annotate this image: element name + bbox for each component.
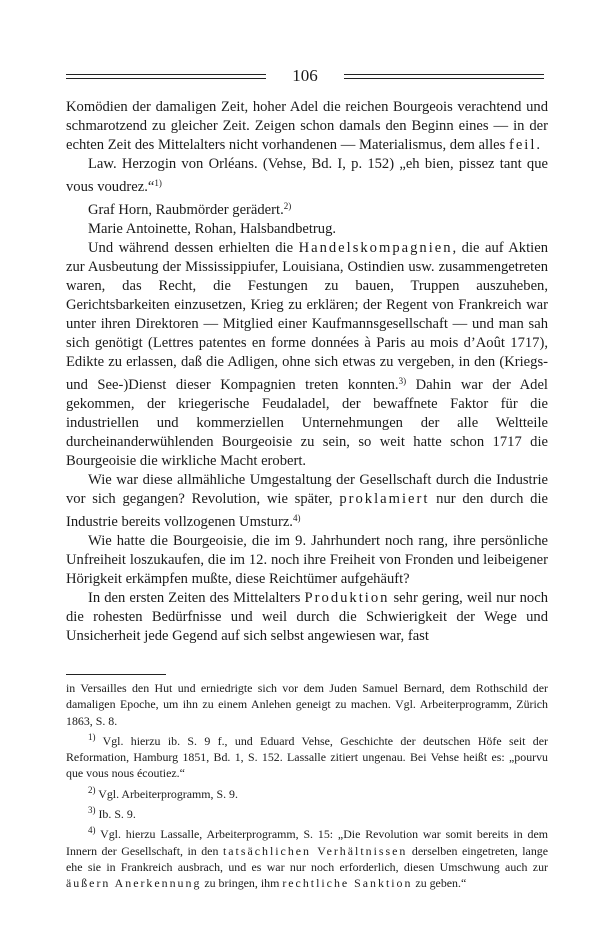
text-run: zu geben.“ xyxy=(412,876,467,891)
text-run: Law. Herzogin von Orléans. (Vehse, Bd. I, p. 152) „eh bien, pissez tant que vous voudrez.“ xyxy=(66,156,548,195)
footnote-mark: 4) xyxy=(88,825,96,836)
spaced-emphasis: Handelskompagnien xyxy=(298,240,453,256)
footnote-continuation: in Versailles den Hut und erniedrigte sich vor dem Juden Samuel Bernard, dem Rothschild der damaligen Epoche, um ihn zu einem Anlehen geneigt zu machen. Vgl. Arbeiterprogramm, Zürich 1863, S. 8. xyxy=(66,681,548,728)
footnote-ref: 3) xyxy=(398,376,407,386)
paragraph xyxy=(66,155,548,197)
paragraph xyxy=(66,589,548,646)
page-number: 106 xyxy=(292,66,318,85)
footnote-ref: 2) xyxy=(283,201,292,211)
footnote-ref: 4) xyxy=(292,513,301,523)
spaced-emphasis: tatsächlichen Verhältnissen xyxy=(222,843,408,858)
text-run: derselben eingetreten, lange ehe sie in Frankreich ausbrach, und es war nur noch erforderlich, diesen Umschwung auch zur xyxy=(66,843,549,874)
text-run: , die auf Aktien zur Ausbeutung der Mississippiufer, Louisiana, Ostindien usw. zusammengetreten waren, das Recht, die Festungen zu bauen, Truppen auszuheben, Gerichtsbarkeiten einzusetzen, Krieg zu erklären; der Regent von Frankreich war unter ihren Direktoren — Mitglied einer Kaufmannsgesellschaft — und man sah sich genötigt (Lettres patentes en forme données à Paris au mois d’Août 1717), Edikte zu erlassen, daß die Adligen, ohne sich etwas zu vergeben, in den (Kriegs- und See-)Dienst dieser Kompagnien treten konnten. xyxy=(66,240,548,393)
main-text xyxy=(66,98,548,646)
text-run: Vgl. hierzu Lassalle, Arbeiterprogramm, S. 15: „Die Revolution war somit bereits in dem Innern der Gesellschaft, in den xyxy=(66,827,548,858)
footnote-mark: 2) xyxy=(88,784,96,795)
header-rule-right xyxy=(344,74,544,79)
paragraph: Marie Antoinette, Rohan, Halsbandbetrug. xyxy=(88,221,337,237)
text-run: Komödien der damaligen Zeit, hoher Adel die reichen Bourgeois verachtend und schmarotzend zu gleicher Zeit. Zeigen schon damals den Beginn eines — in der echten Zeit des Mittelalters nicht vorhandenen — Materialismus, dem alles xyxy=(66,99,548,153)
footnote-ref: 1) xyxy=(154,178,162,188)
running-header xyxy=(66,66,544,86)
spaced-emphasis: feil xyxy=(508,137,537,153)
text-run: Und während dessen erhielten die xyxy=(88,240,294,256)
spaced-emphasis: proklamiert xyxy=(339,491,430,507)
text-run: Ib. S. 9. xyxy=(95,807,136,822)
footnote xyxy=(66,822,548,891)
footnote xyxy=(66,802,548,822)
text-run: . xyxy=(536,137,541,153)
text-run: In den ersten Zeiten des Mittelalters xyxy=(88,590,301,606)
spaced-emphasis: rechtliche Sanktion xyxy=(282,876,413,891)
text-run: Dahin war der Adel gekommen, der kriegerische Feudaladel, der bewaffnete Faktor für die industriellen und kommerziellen Unternehmungen der alle Weltteile durcheinanderwühlenden Bourgeoisie zu sein, so weit hatte schon 1717 die Bourgeoisie die wirkliche Macht erobert. xyxy=(66,377,548,469)
text-run: sehr gering, weil nur noch die rohesten Bedürfnisse und weil durch die Schwierigkeit der Wege und Unsicherheit jede Gegend auf sich selbst angewiesen war, fast xyxy=(66,590,548,644)
paragraph xyxy=(66,471,548,532)
paragraph: Wie hatte die Bourgeoisie, die im 9. Jahrhundert noch rang, ihre persönliche Unfreiheit loszukaufen, die im 12. noch ihre Freiheit von Fronden und leibeigener Hörigkeit erkämpfen mußte, diese Reichtümer aufgehäuft? xyxy=(66,533,548,587)
footnotes xyxy=(66,680,548,892)
footnote xyxy=(66,782,548,802)
text-run: Wie war diese allmähliche Umgestaltung der Gesellschaft durch die Industrie vor sich gegangen? Revolution, wie später, xyxy=(66,472,548,507)
spaced-emphasis: äußern Anerkennung xyxy=(66,876,202,891)
footnote xyxy=(66,729,548,782)
text-run: Vgl. Arbeiterprogramm, S. 9. xyxy=(95,786,238,801)
text-run: Graf Horn, Raubmörder gerädert. xyxy=(88,202,284,218)
paragraph xyxy=(66,197,548,220)
text-run: Vgl. hierzu ib. S. 9 f., und Eduard Vehse, Geschichte der deutschen Höfe seit der Reformation, Hamburg 1851, Bd. 1, S. 152. Lassalle zitiert ungenau. Bei Vehse heißt es: „pourvu que vous nous écoutiez.“ xyxy=(66,733,548,781)
paragraph xyxy=(66,239,548,471)
text-run: zu bringen, ihm xyxy=(201,876,280,891)
spaced-emphasis: Produktion xyxy=(304,590,390,606)
paragraph xyxy=(66,98,548,155)
text-run: nur den durch die Industrie bereits vollzogenen Umsturz. xyxy=(66,491,548,530)
footnote-mark: 1) xyxy=(88,731,96,742)
footnote-divider xyxy=(66,674,166,675)
footnote-mark: 3) xyxy=(88,805,96,816)
header-rule-left xyxy=(66,74,266,79)
